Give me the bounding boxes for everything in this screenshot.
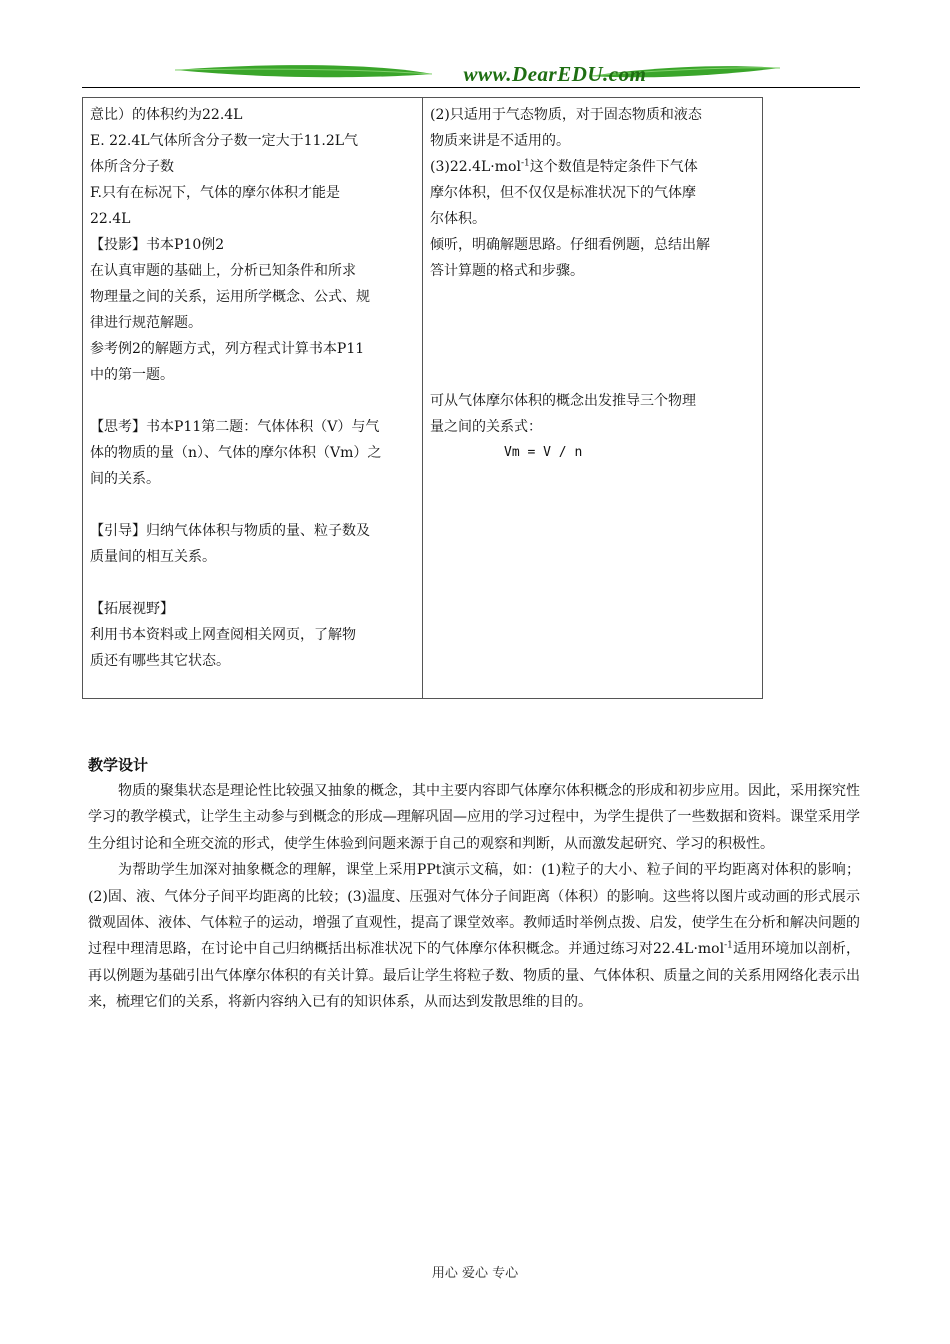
table-line: E. 22.4L气体所含分子数一定大于11.2L气 [90,133,359,149]
formula-line: Vm = V / n [504,445,583,460]
lesson-table [82,97,763,699]
blank-line [90,388,416,414]
table-line: F.只有在标况下，气体的摩尔体积才能是 [90,185,340,201]
page-footer: 用心 爱心 专心 [431,1266,519,1281]
paragraph: 为帮助学生加深对抽象概念的理解，课堂上采用PPt演示文稿，如：(1)粒子的大小、粒子间的平均距离对体积的影响；(2)固、液、气体分子间平均距离的比较；(3)温度、压强对气体分子间距离（体积）的影响。这些将以图片或动画的形式展示微观固体、液体、气体粒子的运动，增强了直观性，提高了课堂效率。教师适时举例点拨、启发，使学生在分析和解决问题的过程中理清思路，在讨论中自己归纳概括出标准状况下的气体摩尔体积概念。并通过练习对22.4L·mol$^{-1}$适用环境加以剖析，再以例题为基础引出气体摩尔体积的有关计算。最后让学生将粒子数、物质的量、气体体积、质量之间的关系用网络化表示出来，梳理它们的关系，将新内容纳入已有的知识体系，从而达到发散思维的目的。 [88,862,860,1011]
table-line: 中的第一题。 [90,367,174,383]
table-line: 律进行规范解题。 [90,315,202,331]
blank-line [430,336,756,362]
blank-line [430,310,756,336]
blank-line [90,570,416,596]
table-line: 【引导】归纳气体体积与物质的量、粒子数及 [90,523,370,539]
table-line: 倾听，明确解题思路。仔细看例题，总结出解 [430,237,710,253]
table-line: 利用书本资料或上网查阅相关网页，了解物 [90,627,356,643]
site-logo[interactable]: www.DearEDU.com [463,62,647,86]
blank-line [90,492,416,518]
table-line: 质量间的相互关系。 [90,549,216,565]
table-line: 【拓展视野】 [90,601,174,617]
table-line: 质还有哪些其它状态。 [90,653,230,669]
student-activity-cell [423,98,763,699]
table-line: 意比）的体积约为22.4L [90,107,243,123]
table-line: 在认真审题的基础上，分析已知条件和所求 [90,263,356,279]
table-line: 【思考】书本P11第二题：气体体积（V）与气 [90,419,380,435]
teacher-activity-cell [83,98,423,699]
section-title: 教学设计 [88,756,149,774]
table-row [83,98,763,699]
teaching-design-section [88,752,860,1016]
table-line: (2)只适用于气态物质，对于固态物质和液态 [430,107,702,123]
table-line: 量之间的关系式： [430,419,542,435]
table-line: 答计算题的格式和步骤。 [430,263,584,279]
table-line: 物质来讲是不适用的。 [430,133,570,149]
table-line: (3)22.4L·mol$^{-1}$这个数值是特定条件下气体 [430,158,698,175]
table-line: 摩尔体积，但不仅仅是标准状况下的气体摩 [430,185,696,201]
table-line: 物理量之间的关系，运用所学概念、公式、规 [90,289,370,305]
table-line: 参考例2的解题方式，列方程式计算书本P11 [90,341,365,357]
paragraph: 物质的聚集状态是理论性比较强又抽象的概念，其中主要内容即气体摩尔体积概念的形成和初步应用。因此，采用探究性学习的教学模式，让学生主动参与到概念的形成—理解巩固—应用的学习过程中，为学生提供了一些数据和资料。课堂采用学生分组讨论和全班交流的形式，使学生体验到问题来源于自己的观察和判断，从而激发起研究、学习的积极性。 [88,783,860,852]
blank-line [430,284,756,310]
table-line: 【投影】书本P10例2 [90,237,225,253]
table-line: 间的关系。 [90,471,160,487]
table-line: 可从气体摩尔体积的概念出发推导三个物理 [430,393,696,409]
table-line: 尔体积。 [430,211,486,227]
table-line: 体所含分子数 [90,159,174,175]
header-divider [82,87,860,88]
blank-line [430,362,756,388]
table-line: 22.4L [90,211,131,227]
table-line: 体的物质的量（n）、气体的摩尔体积（Vm）之 [90,445,382,461]
